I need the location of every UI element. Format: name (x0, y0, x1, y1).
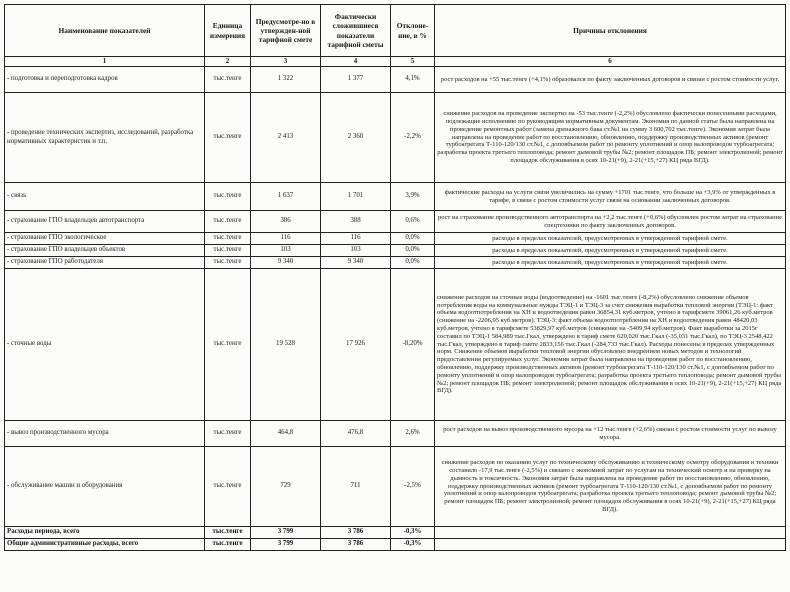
row-fact: 103 (321, 245, 391, 257)
row-deviation: -2,2% (391, 93, 435, 183)
row-name: - подготовка и переподготовка кадров (5, 67, 205, 93)
total-fact: 3 786 (321, 539, 391, 551)
row-unit: тыс.тенге (205, 257, 251, 269)
row-reason: расходы в пределах показателей, предусмотренных в утвержденной тарифной смете. (435, 233, 786, 245)
column-number: 2 (205, 57, 251, 67)
row-name: - сточные воды (5, 269, 205, 421)
row-reason: снижение расходов на сточные воды (водоотведение) на -1601 тыс.тенге (-8,2%) обусловлено снижение объемов потребления воды на коммунальные нужды ТЭЦ-1 и ТЭЦ-3 за счет снижения выработки тепловой энергии (ТЭЦ-1: факт объема водоотпотребления на ХН и водоотведения равен 36854,31 куб.метров, учтено в тарифсмете 39061,26 куб.метров (снижение на -2206,95 куб.метров). ТЭЦ-3: факт объема водоотпотребления на ХН и водоотведения равен 48420,03 куб.метров, учтено в тарифсмете 53829,97 куб.метров (снижение на -5409,94 куб.метров). Факт выработки за 2015г составил по ТЭЦ-1 584,989 тыс.Гкал, утверждено в тариф смете 620,020 тыс.Гкал (-35,031 тыс.Гкал), по ТЭЦ-3 2548,422 тыс.Гкал, утверждено в тариф смете 2833,156 тыс.Гкал (-284,733 тыс.Гкал). Расходы понесены в пределах утвержденных норм. Снижение объемов выработки тепловой энергии обусловлено внедрением новых методов и технологий предоставления регулируемых услуг. Экономия затрат была направлена на проведение работ по восстановлению, обновлению, поддержку производственных активов (ремонт турбоагрегата Т-110-120/130 ст.№1, с доповбъемом работ по ремонту уплотнений и опор валопроводов турбоагрегата; разработка проекта третьего теплоповода; ремонт дымовой трубы №2; ремонт площадок ПБ; ремонт электролизной; ремонт площадок обслуживания в осях 10-21(+9), 2-21(+15,+27) КЦ ряда ВГД). (435, 269, 786, 421)
row-deviation: 4,1% (391, 67, 435, 93)
table-row (5, 421, 786, 447)
row-plan: 9 340 (251, 257, 321, 269)
row-plan: 2 413 (251, 93, 321, 183)
row-fact: 476,8 (321, 421, 391, 447)
table-row (5, 245, 786, 257)
row-unit: тыс.тенге (205, 269, 251, 421)
row-deviation: -2,5% (391, 447, 435, 527)
row-fact: 1 701 (321, 183, 391, 211)
row-plan: 464,8 (251, 421, 321, 447)
total-plan: 3 799 (251, 539, 321, 551)
row-deviation: -8,20% (391, 269, 435, 421)
column-number: 6 (435, 57, 786, 67)
total-reason (435, 527, 786, 539)
row-plan: 1 322 (251, 67, 321, 93)
total-plan: 3 799 (251, 527, 321, 539)
table-row (5, 93, 786, 183)
row-reason: снижение расходов по оказанию услуг по техническому обслуживанию и техническому осмотру оборудования и техники составило -17,9 тыс.тенге (-2,5%) и связано с экономией затрат по услугам на технический осмотр и на проверку на дымность и токсичность. Экономия затрат была направлена на проведение работ по восстановлению, обновлению, поддержку производственных активов (ремонт турбоагрегата Т-110-120/130 ст.№1, с доповбъемом работ по ремонту уплотнений и опор валопроводов турбоагрегата; разработка проекта третьего теплоповода; ремонт дымовой трубы №2; ремонт площадок ПБ; ремонт электролизной; ремонт площадок обслуживания в осях 10-21(+9), 2-21(+15,+27) КЦ ряда ВГД). (435, 447, 786, 527)
row-unit: тыс.тенге (205, 233, 251, 245)
total-deviation: -0,3% (391, 539, 435, 551)
column-number: 1 (5, 57, 205, 67)
table-row (5, 447, 786, 527)
row-unit: тыс.тенге (205, 447, 251, 527)
row-reason: рост расходов на +55 тыс.тенге (+4,1%) образовался по факту заключенных договоров и связан с ростом стоимости услуг. (435, 67, 786, 93)
row-unit: тыс.тенге (205, 183, 251, 211)
column-number: 3 (251, 57, 321, 67)
column-number: 4 (321, 57, 391, 67)
total-fact: 3 786 (321, 527, 391, 539)
row-unit: тыс.тенге (205, 245, 251, 257)
header-deviation: Отклоне-ние, в % (391, 5, 435, 57)
row-name: - страхование ГПО работодателя (5, 257, 205, 269)
row-name: - страхование ГПО владельцев объектов (5, 245, 205, 257)
table-row (5, 183, 786, 211)
row-plan: 116 (251, 233, 321, 245)
row-name: - страхование ГПО владельцев автотранспорта (5, 211, 205, 233)
row-fact: 711 (321, 447, 391, 527)
row-reason: фактические расходы на услуги связи увеличились на сумму +1701 тыс.тенге, что больше на +3,9% от утвержденных в тарифе, в связи с ростом стоимости услуг связи на основании заключенных договоров. (435, 183, 786, 211)
total-row (5, 539, 786, 551)
header-fact: Фактически сложившиеся показатели тарифной сметы (321, 5, 391, 57)
total-row (5, 527, 786, 539)
row-name: - проведение технических экспертиз, исследований, разработка нормативных характеристик и т.п. (5, 93, 205, 183)
total-unit: тыс.тенге (205, 527, 251, 539)
row-unit: тыс.тенге (205, 67, 251, 93)
row-fact: 17 926 (321, 269, 391, 421)
row-deviation: 0,0% (391, 257, 435, 269)
table-row (5, 67, 786, 93)
header-reasons: Причины отклонения (435, 5, 786, 57)
row-deviation: 0,0% (391, 233, 435, 245)
row-fact: 9 340 (321, 257, 391, 269)
total-deviation: -0,3% (391, 527, 435, 539)
row-reason: расходы в пределах показателей, предусмотренных в утвержденной тарифной смете. (435, 245, 786, 257)
row-unit: тыс.тенге (205, 211, 251, 233)
row-name: - обслуживание машин и оборудования (5, 447, 205, 527)
row-fact: 2 360 (321, 93, 391, 183)
table-row (5, 233, 786, 245)
row-plan: 386 (251, 211, 321, 233)
row-unit: тыс.тенге (205, 93, 251, 183)
row-fact: 1 377 (321, 67, 391, 93)
total-name: Расходы периода, всего (5, 527, 205, 539)
row-name: - связь (5, 183, 205, 211)
row-deviation: 2,6% (391, 421, 435, 447)
row-reason: снижение расходов на проведение экспертиз на -53 тыс.тенге (-2,2%) обусловлено фактически понесенными расходами, подлежащие исполнению по руководящим нормативным документам. Экономия по данной статье была направлена на проведение ремонтных работ (замена дренажного бака ст.№1 на сумму 3 600,702 тыс.тенге). Экономия затрат была направлена на проведение работ по восстановлению, обновлению, поддержку производственных активов (ремонт турбоагрегата Т-110-120/130 ст.№1, с доповбъемом работ по ремонту уплотнений и опор валопроводов турбоагрегата; разработка проекта третьего теплоповода; ремонт дымовой трубы №2; ремонт площадок ПБ; ремонт электролизной; ремонт площадок обслуживания в осях 10-21(+9), 2-21(+15,+27) КЦ ряда ВГД). (435, 93, 786, 183)
row-name: - страхование ГПО экологическое (5, 233, 205, 245)
row-name: - вывоз производственного мусора (5, 421, 205, 447)
header-plan: Предусмотре-но в утвержден-ной тарифной смете (251, 5, 321, 57)
deviation-table (4, 4, 786, 551)
row-deviation: 0,6% (391, 211, 435, 233)
total-name: Общие административные расходы, всего (5, 539, 205, 551)
table-row (5, 257, 786, 269)
row-plan: 103 (251, 245, 321, 257)
column-number-row (5, 57, 786, 67)
header-row (5, 5, 786, 57)
row-fact: 388 (321, 211, 391, 233)
table-row (5, 211, 786, 233)
row-reason: рост на страхование производственного автотранспорта на +2,2 тыс.тенге (+0,6%) обусловлен ростом затрат на страхование спецтехники по факту заключенных договоров. (435, 211, 786, 233)
column-number: 5 (391, 57, 435, 67)
row-reason: расходы в пределах показателей, предусмотренных в утвержденной тарифной смете. (435, 257, 786, 269)
row-deviation: 0,0% (391, 245, 435, 257)
total-unit: тыс.тенге (205, 539, 251, 551)
row-plan: 19 528 (251, 269, 321, 421)
row-fact: 116 (321, 233, 391, 245)
header-name: Наименование показателей (5, 5, 205, 57)
row-unit: тыс.тенге (205, 421, 251, 447)
table-row (5, 269, 786, 421)
row-plan: 1 637 (251, 183, 321, 211)
header-unit: Единица измерения (205, 5, 251, 57)
total-reason (435, 539, 786, 551)
row-reason: рост расходов на вывоз производственного мусора на +12 тыс.тенге (+2,6%) связан с ростом стоимости услуг по вывозу мусора. (435, 421, 786, 447)
row-plan: 729 (251, 447, 321, 527)
row-deviation: 3,9% (391, 183, 435, 211)
